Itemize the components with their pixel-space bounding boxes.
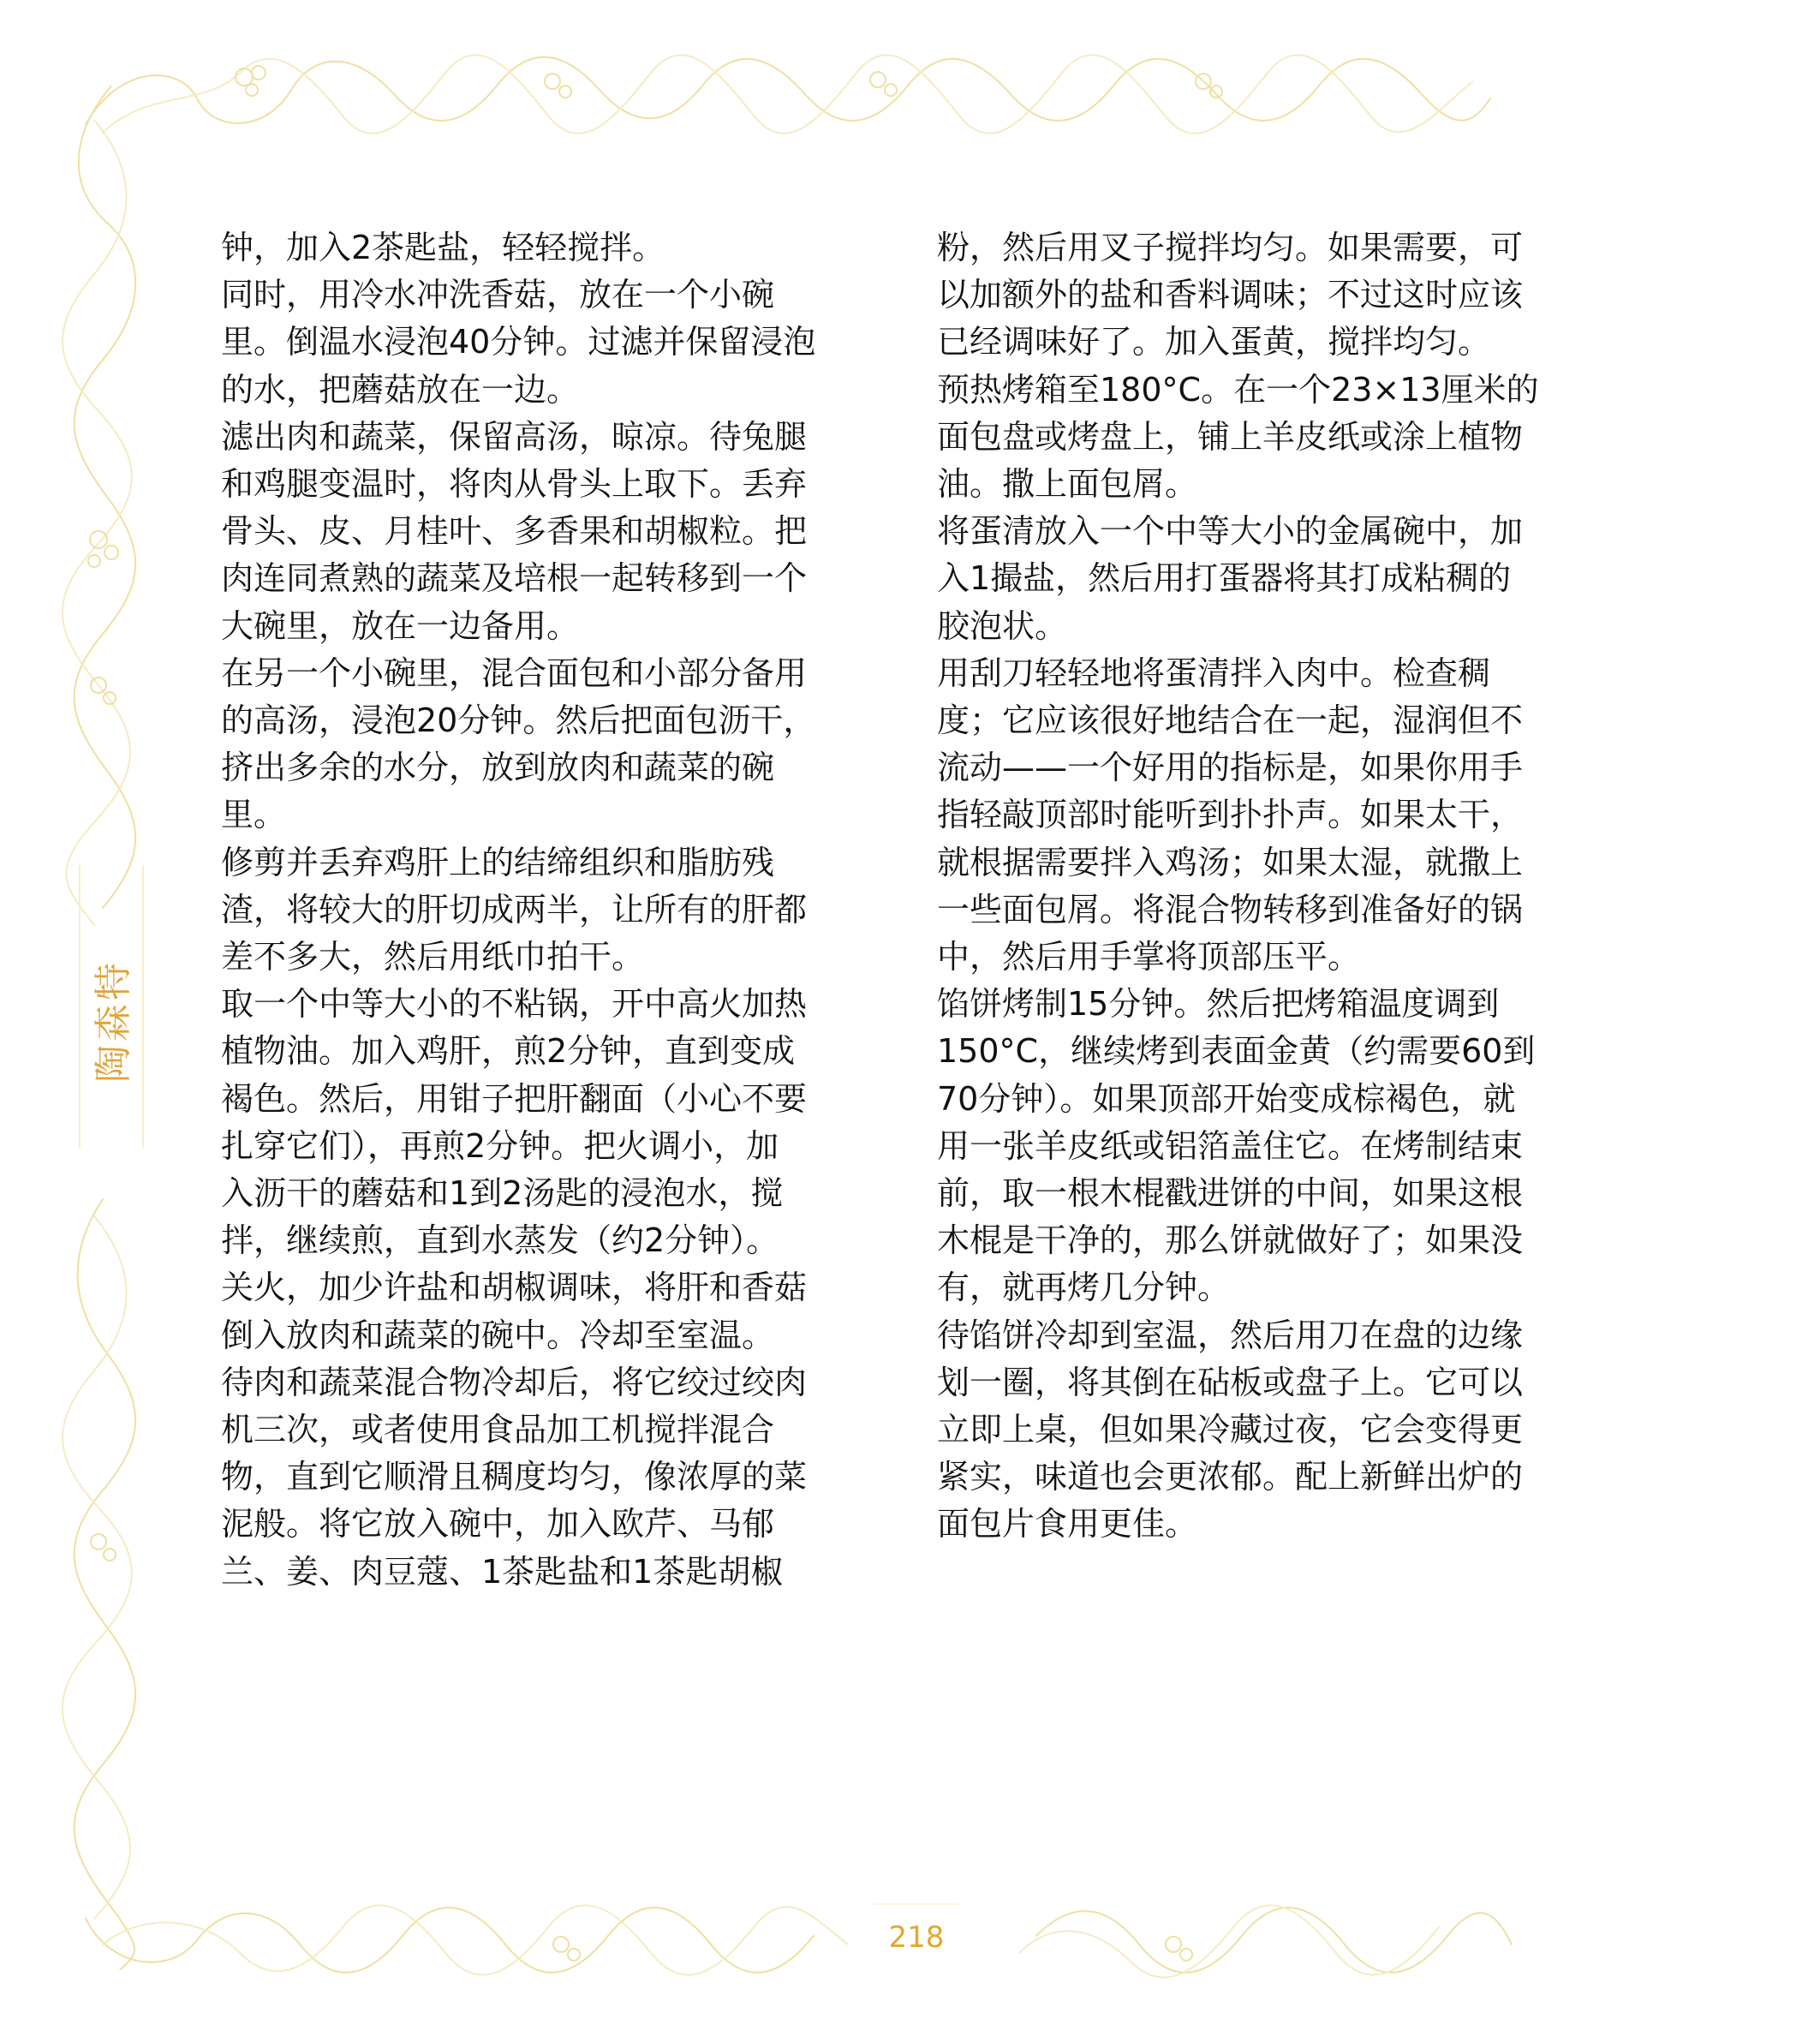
page-number: 218	[888, 1920, 945, 1955]
text-line: 差不多大，然后用纸巾拍干。	[221, 938, 645, 976]
text-line: 胶泡状。	[937, 606, 1068, 645]
ornamental-border-top	[69, 47, 1499, 141]
text-line: 待肉和蔬菜混合物冷却后，将它绞过绞肉	[221, 1363, 808, 1401]
text-line: 有，就再烤几分钟。	[937, 1269, 1231, 1307]
text-line: 预热烤箱至180°C。在一个23×13厘米的	[937, 370, 1539, 409]
text-line: 用刮刀轻轻地将蛋清拌入肉中。检查稠	[937, 654, 1491, 692]
text-line: 中，然后用手掌将顶部压平。	[937, 938, 1361, 976]
side-title-rule-right	[142, 865, 144, 1148]
text-line: 骨头、皮、月桂叶、多香果和胡椒粒。把	[221, 512, 808, 551]
text-line: 滤出肉和蔬菜，保留高汤，晾凉。待兔腿	[221, 417, 808, 456]
text-line: 立即上桌，但如果冷藏过夜，它会变得更	[937, 1411, 1524, 1449]
text-line: 里。倒温水浸泡40分钟。过滤并保留浸泡	[221, 323, 816, 361]
text-line: 就根据需要拌入鸡汤；如果太湿，就撒上	[937, 843, 1524, 881]
text-line: 油。撒上面包屑。	[937, 465, 1198, 504]
text-column-left	[221, 224, 872, 1596]
text-line: 修剪并丢弃鸡肝上的结缔组织和脂肪残	[221, 843, 775, 881]
text-line: 物，直到它顺滑且稠度均匀，像浓厚的菜	[221, 1458, 808, 1496]
side-title-text: 陶森特	[92, 959, 135, 1083]
text-line: 褐色。然后，用钳子把肝翻面（小心不要	[221, 1079, 808, 1118]
text-line: 面包片食用更佳。	[937, 1505, 1198, 1543]
text-line: 扎穿它们），再煎2分钟。把火调小，加	[221, 1126, 779, 1165]
text-line: 用一张羊皮纸或铝箔盖住它。在烤制结束	[937, 1126, 1524, 1165]
text-line: 取一个中等大小的不粘锅，开中高火加热	[221, 985, 808, 1024]
text-line: 面包盘或烤盘上，铺上羊皮纸或涂上植物	[937, 417, 1524, 456]
text-line: 将蛋清放入一个中等大小的金属碗中，加	[937, 512, 1524, 551]
text-line: 植物油。加入鸡肝，煎2分钟，直到变成	[221, 1032, 796, 1071]
text-line: 挤出多余的水分，放到放肉和蔬菜的碗	[221, 749, 775, 787]
ornamental-border-bottom	[77, 1893, 1516, 1987]
text-line: 拌，继续煎，直到水蒸发（约2分钟）。	[221, 1221, 779, 1260]
text-line: 泥般。将它放入碗中，加入欧芹、马郁	[221, 1505, 775, 1543]
text-line: 前，取一根木棍戳进饼的中间，如果这根	[937, 1174, 1524, 1213]
text-line: 肉连同煮熟的蔬菜及培根一起转移到一个	[221, 559, 808, 598]
side-running-title	[84, 952, 135, 1090]
text-line: 紧实，味道也会更浓郁。配上新鲜出炉的	[937, 1458, 1524, 1496]
text-line: 倒入放肉和蔬菜的碗中。冷却至室温。	[221, 1316, 775, 1354]
text-line: 已经调味好了。加入蛋黄，搅拌均匀。	[937, 323, 1491, 361]
text-line: 同时，用冷水冲洗香菇，放在一个小碗	[221, 276, 775, 314]
text-line: 70分钟）。如果顶部开始变成棕褐色，就	[937, 1079, 1516, 1118]
text-line: 一些面包屑。将混合物转移到准备好的锅	[937, 890, 1524, 928]
text-line: 指轻敲顶部时能听到扑扑声。如果太干，	[937, 796, 1524, 834]
text-line: 在另一个小碗里，混合面包和小部分备用	[221, 654, 808, 692]
text-line: 和鸡腿变温时，将肉从骨头上取下。丢弃	[221, 465, 808, 504]
text-line: 的水，把蘑菇放在一边。	[221, 370, 580, 409]
text-line: 度；它应该很好地结合在一起，湿润但不	[937, 702, 1524, 740]
text-column-right	[937, 224, 1588, 1549]
text-line: 待馅饼冷却到室温，然后用刀在盘的边缘	[937, 1316, 1524, 1354]
text-line: 里。	[221, 796, 287, 834]
text-line: 关火，加少许盐和胡椒调味，将肝和香菇	[221, 1269, 808, 1307]
text-line: 钟，加入2茶匙盐，轻轻搅拌。	[221, 229, 665, 266]
text-line: 入沥干的蘑菇和1到2汤匙的浸泡水，搅	[221, 1174, 784, 1213]
text-line: 150°C，继续烤到表面金黄（约需要60到	[937, 1032, 1536, 1071]
text-line: 馅饼烤制15分钟。然后把烤箱温度调到	[937, 985, 1500, 1024]
text-line: 划一圈，将其倒在砧板或盘子上。它可以	[937, 1363, 1524, 1401]
text-line: 机三次，或者使用食品加工机搅拌混合	[221, 1411, 775, 1449]
text-line: 大碗里，放在一边备用。	[221, 606, 580, 645]
text-line: 渣，将较大的肝切成两半，让所有的肝都	[221, 890, 808, 928]
text-line: 木棍是干净的，那么饼就做好了；如果没	[937, 1221, 1524, 1260]
text-line: 的高汤，浸泡20分钟。然后把面包沥干，	[221, 702, 816, 740]
text-line: 入1撮盐，然后用打蛋器将其打成粘稠的	[937, 559, 1512, 598]
text-line: 兰、姜、肉豆蔻、1茶匙盐和1茶匙胡椒	[221, 1552, 784, 1591]
text-line: 流动——一个好用的指标是，如果你用手	[937, 749, 1524, 787]
side-title-rule-left	[79, 865, 81, 1148]
text-line: 粉，然后用叉子搅拌均匀。如果需要，可	[937, 229, 1524, 266]
text-line: 以加额外的盐和香料调味；不过这时应该	[937, 276, 1524, 314]
